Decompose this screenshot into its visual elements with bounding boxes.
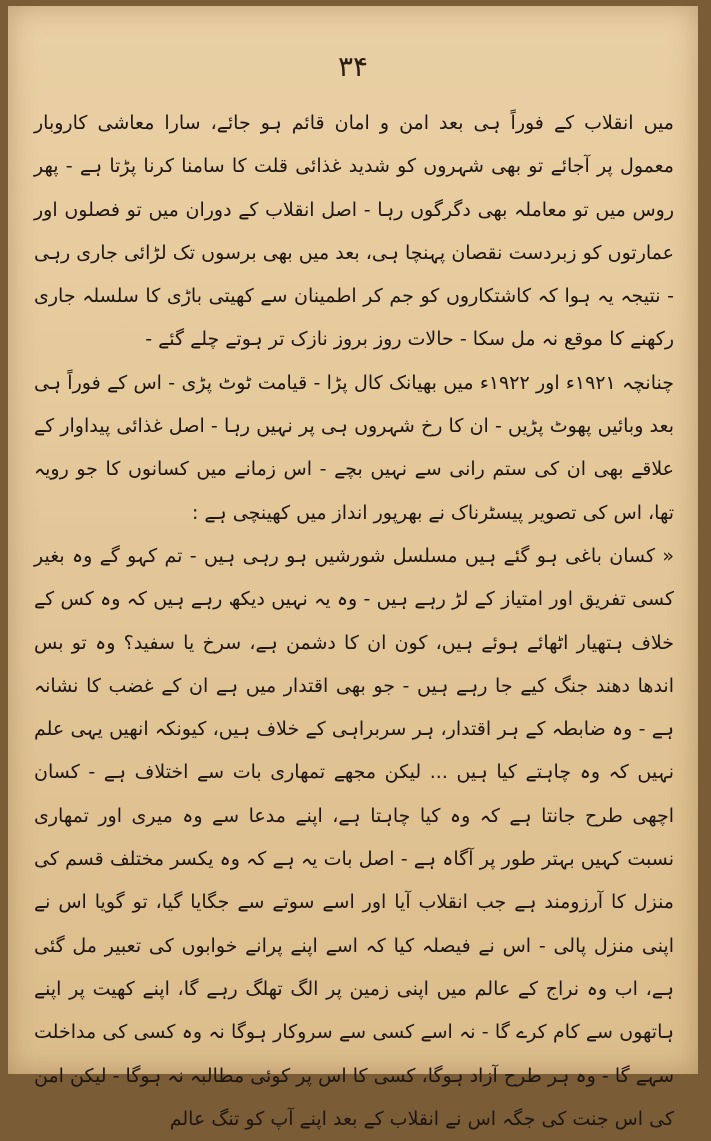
body-text [34,102,674,1141]
paragraph-2: چنانچہ ۱۹۲۱ء اور ۱۹۲۲ء میں بھیانک کال پڑا - قیامت ٹوٹ پڑی - اس کے فوراً ہی بعد وبائیں پھوٹ پڑیں - ان کا رخ شہروں ہی پر نہیں رہا - اصل غذائی پیداوار کے علاقے بھی ان کی ستم رانی سے نہیں بچے - اس زمانے میں کسانوں کا جو رویہ تھا، اس کی تصویر پیسٹرناک نے بھرپور انداز میں کھینچی ہے : [34,371,674,524]
paragraph-1: میں انقلاب کے فوراً ہی بعد امن و امان قائم ہو جائے، سارا معاشی کاروبار معمول پر آجائے تو بھی شہروں کو شدید غذائی قلت کا سامنا کرنا پڑتا ہے - پھر روس میں تو معاملہ بھی دگرگوں رہا - اصل انقلاب کے دوران میں تو فصلوں اور عمارتوں کو زبردست نقصان پہنچا ہی، بعد میں بھی برسوں تک لڑائی جاری رہی - نتیجہ یہ ہوا کہ کاشتکاروں کو جم کر اطمینان سے کھیتی باڑی کا سلسلہ جاری رکھنے کا موقع نہ مل سکا - حالات روز بروز نازک تر ہوتے چلے گئے - [34,112,675,351]
book-page [8,6,698,1130]
block-quote: « کسان باغی ہو گئے ہیں مسلسل شورشیں ہو رہی ہیں - تم کہو گے وہ بغیر کسی تفریق اور امتیاز کے لڑ رہے ہیں - وہ یہ نہیں دیکھ رہے ہیں کہ وہ کس کے خلاف ہتھیار اٹھائے ہوئے ہیں، کون ان کا دشمن ہے، سرخ یا سفید؟ وہ تو بس اندھا دھند جنگ کیے جا رہے ہیں - جو بھی اقتدار میں ہے ان کے غضب کا نشانہ ہے - وہ ضابطہ کے ہر اقتدار، ہر سربراہی کے خلاف ہیں، کیونکہ انھیں یہی علم نہیں کہ وہ چاہتے کیا ہیں ... لیکن مجھے تمھاری بات سے اختلاف ہے - کسان اچھی طرح جانتا ہے کہ وہ کیا چاہتا ہے، اپنے مدعا سے وہ میری اور تمھاری نسبت کہیں بہتر طور پر آگاہ ہے - اصل بات یہ ہے کہ وہ یکسر مختلف قسم کی منزل کا آرزومند ہے جب انقلاب آیا اور اسے سوتے سے جگایا گیا، تو گویا اس نے اپنی منزل پالی - اس نے فیصلہ کیا کہ اسے اپنے پرانے خوابوں کی تعبیر مل گئی ہے، اب وہ نراج کے عالم میں اپنی زمین پر الگ تھلگ رہے گا، اپنے کھیت پر اپنے ہاتھوں سے کام کرے گا - نہ اسے کسی سے سروکار ہوگا نہ وہ کسی کی مداخلت سہے گا - وہ ہر طرح آزاد ہوگا، کسی کا اس پر کوئی مطالبہ نہ ہوگا - لیکن امن کی اس جنت کی جگہ اس نے انقلاب کے بعد اپنے آپ کو تنگ عالم [34,544,674,1130]
page-number: ۳۴ [337,50,369,83]
